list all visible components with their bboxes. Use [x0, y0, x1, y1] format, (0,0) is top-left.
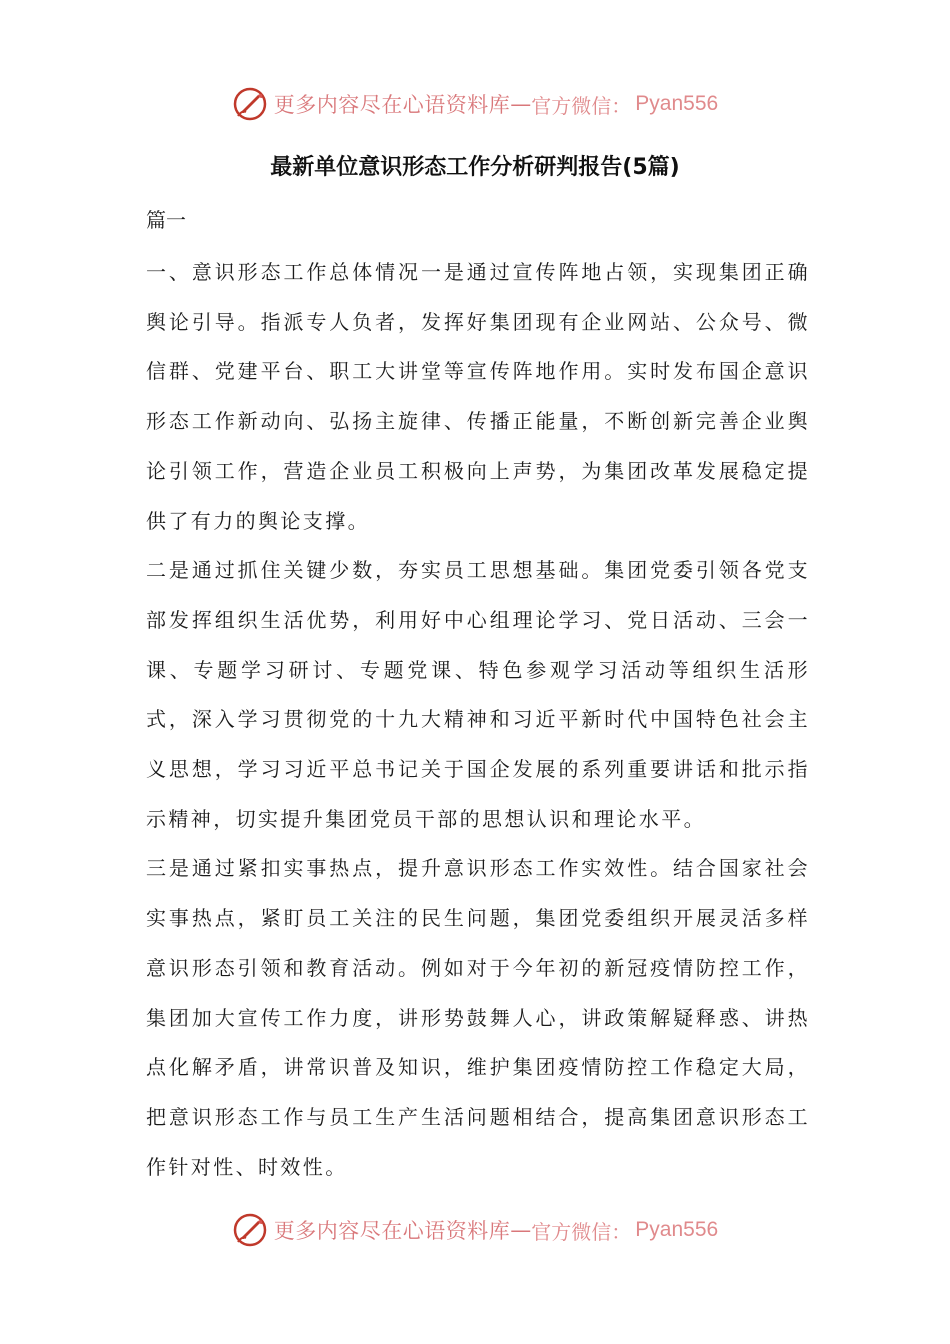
- wechat-label: 官方微信：: [531, 1219, 632, 1244]
- document-body: [146, 248, 810, 1192]
- wechat-label: 官方微信：: [531, 93, 632, 118]
- footer-watermark-banner: [0, 1208, 950, 1252]
- document-title: 最新单位意识形态工作分析研判报告(5篇): [270, 155, 680, 180]
- quill-logo-icon: [232, 86, 268, 122]
- quill-logo-icon: [232, 1212, 268, 1248]
- paragraph-1: 一、意识形态工作总体情况一是通过宣传阵地占领，实现集团正确舆论引导。指派专人负者，发挥好集团现有企业网站、公众号、微信群、党建平台、职工大讲堂等宣传阵地作用。实时发布国企意识形态工作新动向、弘扬主旋律、传播正能量，不断创新完善企业舆论引领工作，营造企业员工积极向上声势，为集团改革发展稳定提供了有力的舆论支撑。: [146, 260, 810, 533]
- section-label: 篇一: [146, 208, 186, 232]
- paragraph-2: 二是通过抓住关键少数，夯实员工思想基础。集团党委引领各党支部发挥组织生活优势，利用好中心组理论学习、党日活动、三会一课、专题学习研讨、专题党课、特色参观学习活动等组织生活形式，深入学习贯彻党的十九大精神和习近平新时代中国特色社会主义思想，学习习近平总书记关于国企发展的系列重要讲话和批示指示精神，切实提升集团党员干部的思想认识和理论水平。: [146, 558, 810, 831]
- paragraph-3: 三是通过紧扣实事热点，提升意识形态工作实效性。结合国家社会实事热点，紧盯员工关注的民生问题，集团党委组织开展灵活多样意识形态引领和教育活动。例如对于今年初的新冠疫情防控工作，集团加大宣传工作力度，讲形势鼓舞人心，讲政策解疑释惑、讲热点化解矛盾，讲常识普及知识，维护集团疫情防控工作稳定大局，把意识形态工作与员工生产生活问题相结合，提高集团意识形态工作针对性、时效性。: [146, 856, 810, 1179]
- brand-text: 更多内容尽在心语资料库: [273, 1219, 511, 1243]
- banner-separator: —: [510, 92, 532, 116]
- header-watermark-banner: [0, 82, 950, 126]
- wechat-id: Pyan556: [635, 92, 719, 115]
- banner-separator: —: [510, 1218, 532, 1242]
- wechat-id: Pyan556: [635, 1218, 719, 1241]
- brand-text: 更多内容尽在心语资料库: [273, 93, 511, 117]
